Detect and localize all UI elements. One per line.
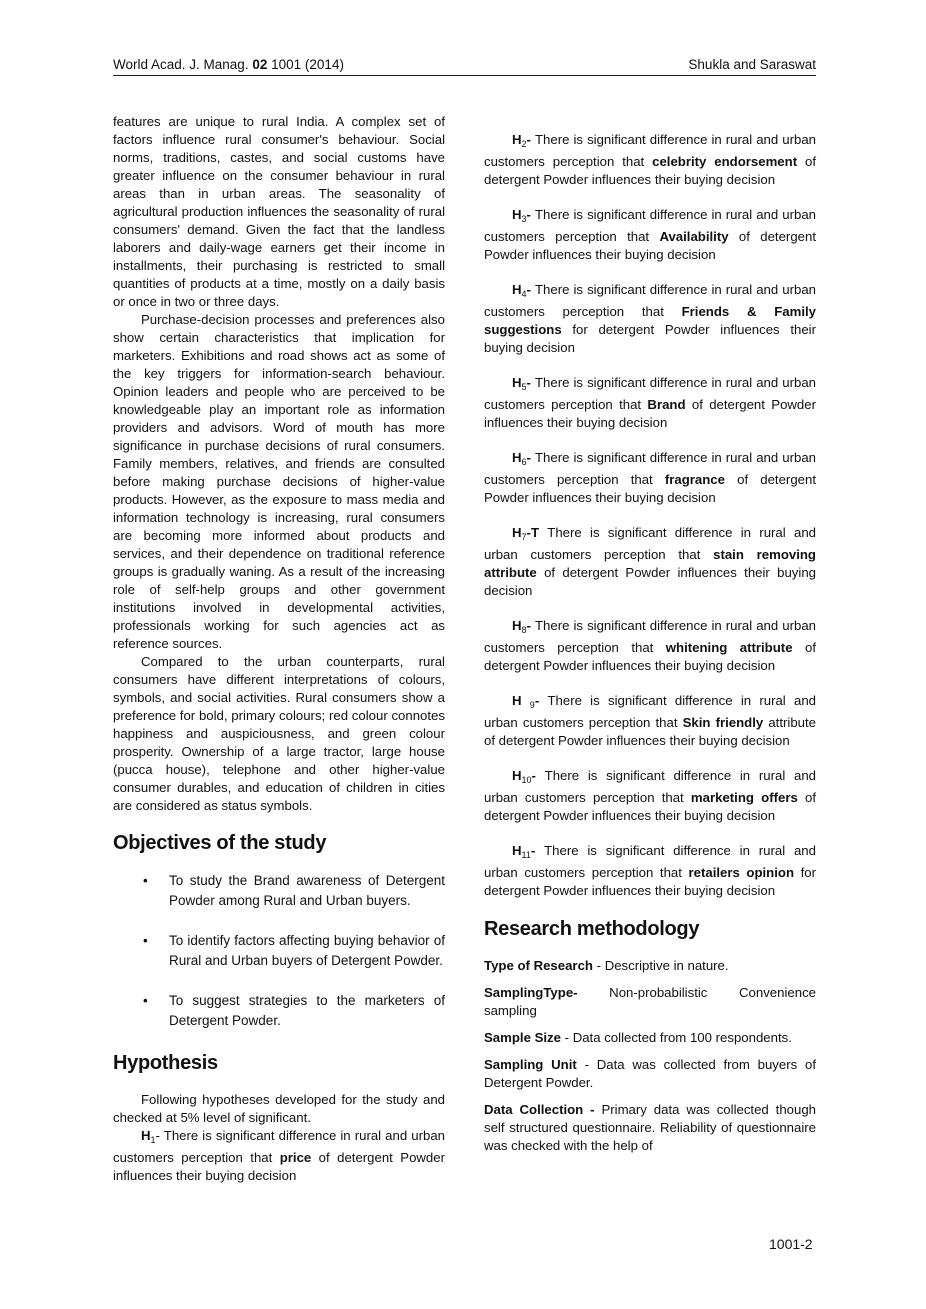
methodology-label: Data Collection - — [484, 1102, 595, 1117]
hypothesis-sep: - — [531, 768, 545, 783]
hypothesis-label — [484, 132, 535, 147]
hypothesis-item — [484, 617, 816, 675]
hypothesis-pre: There is significant difference in rural and urban customers perception that — [113, 1128, 445, 1165]
hypothesis-number: 8 — [521, 625, 527, 635]
page-number: 1001-2 — [769, 1236, 813, 1252]
hypothesis-pre: There is significant difference in rural and urban customers perception that — [484, 768, 816, 805]
hypothesis-letter: H — [512, 450, 522, 465]
running-header — [113, 57, 816, 76]
hypothesis-label — [484, 450, 535, 465]
hypothesis-letter: H — [512, 843, 522, 858]
hypothesis-pre: There is significant difference in rural and urban customers perception that — [484, 132, 816, 169]
hypothesis-pre: There is significant difference in rural and urban customers perception that — [484, 282, 816, 319]
hypothesis-number: 6 — [521, 457, 527, 467]
hypothesis-sep: - — [155, 1128, 164, 1143]
hypothesis-letter: H — [141, 1128, 151, 1143]
hypothesis-number: 3 — [521, 214, 527, 224]
journal-volume: 02 — [252, 57, 268, 72]
hypothesis-post: of detergent Powder influences their buying decision — [484, 397, 816, 430]
list-item — [113, 991, 445, 1031]
hypothesis-label — [484, 282, 535, 297]
objectives-heading: Objectives of the study — [113, 832, 327, 854]
methodology-item — [484, 1056, 816, 1092]
hypothesis-pre: There is significant difference in rural and urban customers perception that — [484, 450, 816, 487]
hypothesis-post: of detergent Powder influences their buying decision — [113, 1150, 445, 1183]
bullet-icon: • — [143, 933, 148, 948]
hypothesis-label — [484, 843, 544, 858]
hypothesis-label — [484, 768, 545, 783]
hypothesis-sep: - — [534, 693, 548, 708]
hypothesis-letter: H — [512, 282, 522, 297]
hypothesis-label — [484, 618, 535, 633]
hypothesis-key: whitening attribute — [665, 640, 793, 655]
hypothesis-heading: Hypothesis — [113, 1052, 218, 1074]
hypothesis-item — [484, 374, 816, 432]
hypothesis-sep: - — [526, 207, 535, 222]
hypothesis-post: of detergent Powder influences their buying decision — [484, 790, 816, 823]
hypothesis-post: of detergent Powder influences their buying decision — [484, 154, 816, 187]
methodology-label: SamplingType- — [484, 985, 578, 1000]
journal-citation — [113, 57, 344, 72]
hypothesis-key: stain removing attribute — [484, 547, 816, 580]
hypothesis-pre: There is significant difference in rural and urban customers perception that — [484, 618, 816, 655]
hypothesis-number: 10 — [521, 775, 532, 785]
body-paragraph: features are unique to rural India. A complex set of factors influence rural consumer's behaviour. Social norms, traditions, castes, and social customs have greater influence on the consumer behaviour in rural areas than in urban areas. The seasonality of agricultural production influences the seasonality of rural consumers' demand. Given the fact that the landless laborers and daily-wage earners get their income in installments, their purchasing is restricted to small quantities of products at a time, mostly on a daily basis or once in two or three days. — [113, 114, 445, 309]
hypothesis-post: for detergent Powder influences their buying decision — [484, 865, 816, 898]
hypothesis-item — [113, 1127, 445, 1185]
hypothesis-number: 9 — [529, 700, 535, 710]
list-item — [113, 871, 445, 911]
hypothesis-key: marketing offers — [690, 790, 798, 805]
hypothesis-sep: - — [526, 132, 535, 147]
hypothesis-item — [484, 281, 816, 357]
methodology-text: - Data was collected from buyers of Detergent Powder. — [484, 1057, 816, 1090]
hypothesis-letter: H — [512, 132, 522, 147]
hypothesis-item — [484, 767, 816, 825]
hypothesis-letter: H — [512, 618, 522, 633]
hypothesis-number: 11 — [521, 850, 531, 860]
hypothesis-pre: There is significant difference in rural and urban customers perception that — [484, 375, 816, 412]
hypothesis-post: of detergent Powder influences their buying decision — [484, 229, 816, 262]
methodology-label: Type of Research — [484, 958, 593, 973]
hypothesis-key: Availability — [659, 229, 729, 244]
hypothesis-key: price — [279, 1150, 312, 1165]
hypothesis-intro: Following hypotheses developed for the study and checked at 5% level of significant. — [113, 1092, 445, 1125]
hypothesis-sep: - — [526, 450, 535, 465]
hypothesis-item — [484, 692, 816, 750]
methodology-list — [484, 957, 816, 1155]
hypothesis-sep: -T — [526, 525, 548, 540]
hypothesis-key: Friends & Family suggestions — [484, 304, 817, 337]
hypothesis-sep: - — [530, 843, 545, 858]
hypotheses-list — [484, 131, 816, 900]
hypothesis-pre: There is significant difference in rural and urban customers perception that — [484, 843, 816, 880]
hypothesis-item — [484, 449, 816, 507]
hypothesis-item — [484, 131, 816, 189]
hypothesis-number: 5 — [521, 382, 527, 392]
hypothesis-post: of detergent Powder influences their buying decision — [484, 472, 816, 505]
methodology-item — [484, 957, 816, 975]
hypothesis-number: 7 — [521, 532, 527, 542]
hypothesis-sep: - — [526, 618, 535, 633]
hypothesis-key: Skin friendly — [682, 715, 764, 730]
header-authors: Shukla and Saraswat — [688, 57, 816, 72]
hypothesis-letter: H — [512, 375, 522, 390]
hypothesis-key: fragrance — [664, 472, 725, 487]
hypothesis-post: of detergent Powder influences their buying decision — [484, 640, 816, 673]
hypothesis-number: 1 — [150, 1135, 156, 1145]
hypothesis-pre: There is significant difference in rural and urban customers perception that — [484, 207, 816, 244]
methodology-text: - Descriptive in nature. — [592, 958, 729, 973]
methodology-label: Sample Size — [484, 1030, 561, 1045]
hypothesis-label — [484, 525, 547, 540]
methodology-item — [484, 1101, 816, 1155]
hypothesis-item — [484, 524, 816, 600]
hypothesis-item — [484, 206, 816, 264]
hypothesis-post: for detergent Powder influences their buying decision — [484, 322, 816, 355]
methodology-item — [484, 984, 816, 1020]
left-column — [113, 113, 445, 1185]
hypothesis-pre: There is significant difference in rural and urban customers perception that — [484, 525, 816, 562]
hypothesis-label — [484, 375, 535, 390]
research-methodology-heading: Research methodology — [484, 918, 700, 940]
hypothesis-letter: H — [512, 768, 522, 783]
hypothesis-letter: H — [512, 693, 530, 708]
methodology-text: Primary data was collected though self structured questionnaire. Reliability of questionnaire was checked with the help of — [484, 1102, 817, 1153]
journal-name: World Acad. J. Manag. — [113, 57, 249, 72]
methodology-text: Non-probabilistic Convenience sampling — [484, 985, 816, 1018]
hypothesis-post: attribute of detergent Powder influences their buying decision — [484, 715, 816, 748]
list-item — [113, 931, 445, 971]
hypothesis-label — [484, 207, 535, 222]
objective-text: To study the Brand awareness of Detergent Powder among Rural and Urban buyers. — [169, 873, 445, 908]
hypothesis-sep: - — [526, 282, 535, 297]
body-paragraph: Compared to the urban counterparts, rural consumers have different interpretations of colours, symbols, and social activities. Rural consumers show a preference for bold, primary colours; red colour connotes happiness and auspiciousness, and green colour prosperity. Ownership of a large tractor, large house (pucca house), telephone and other higher-value consumer durables, and education of children in cities are considered as status symbols. — [113, 654, 445, 813]
hypothesis-item — [484, 842, 816, 900]
objective-text: To suggest strategies to the marketers of Detergent Powder. — [169, 993, 445, 1028]
hypothesis-number: 4 — [521, 289, 527, 299]
hypothesis-label — [484, 693, 547, 708]
bullet-icon: • — [143, 993, 148, 1008]
hypothesis-sep: - — [526, 375, 535, 390]
hypothesis-key: Brand — [647, 397, 686, 412]
bullet-icon: • — [143, 873, 148, 888]
hypothesis-letter: H — [512, 207, 522, 222]
methodology-label: Sampling Unit — [484, 1057, 577, 1072]
objectives-list — [113, 871, 445, 1031]
body-paragraph: Purchase-decision processes and preferences also show certain characteristics that implication for marketers. Exhibitions and road shows act as some of the key triggers for information-search behaviour. Opinion leaders and people who are perceived to be knowledgeable play an important role as information providers and advisors. Word of mouth has more significance in purchase decisions of rural consumers. Family members, relatives, and friends are consulted before making purchase decisions of higher-value products. However, as the exposure to mass media and information technology is increasing, rural consumers are becoming more informed about products and services, and their dependence on traditional reference groups is gradually waning. As a result of the increasing role of self-help groups and other government institutions involved in developmental activities, professionals working for such agencies act as reference sources. — [113, 312, 445, 651]
journal-issue-year: 1001 (2014) — [271, 57, 344, 72]
methodology-item — [484, 1029, 816, 1047]
right-column — [484, 131, 816, 1164]
objective-text: To identify factors affecting buying behavior of Rural and Urban buyers of Detergent Powder. — [169, 933, 445, 968]
methodology-text: - Data collected from 100 respondents. — [560, 1030, 792, 1045]
hypothesis-letter: H — [512, 525, 522, 540]
hypothesis-number: 2 — [521, 139, 527, 149]
hypothesis-key: retailers opinion — [688, 865, 795, 880]
hypothesis-post: of detergent Powder influences their buying decision — [484, 565, 816, 598]
hypothesis-key: celebrity endorsement — [652, 154, 798, 169]
hypothesis-pre: There is significant difference in rural and urban customers perception that — [484, 693, 816, 730]
